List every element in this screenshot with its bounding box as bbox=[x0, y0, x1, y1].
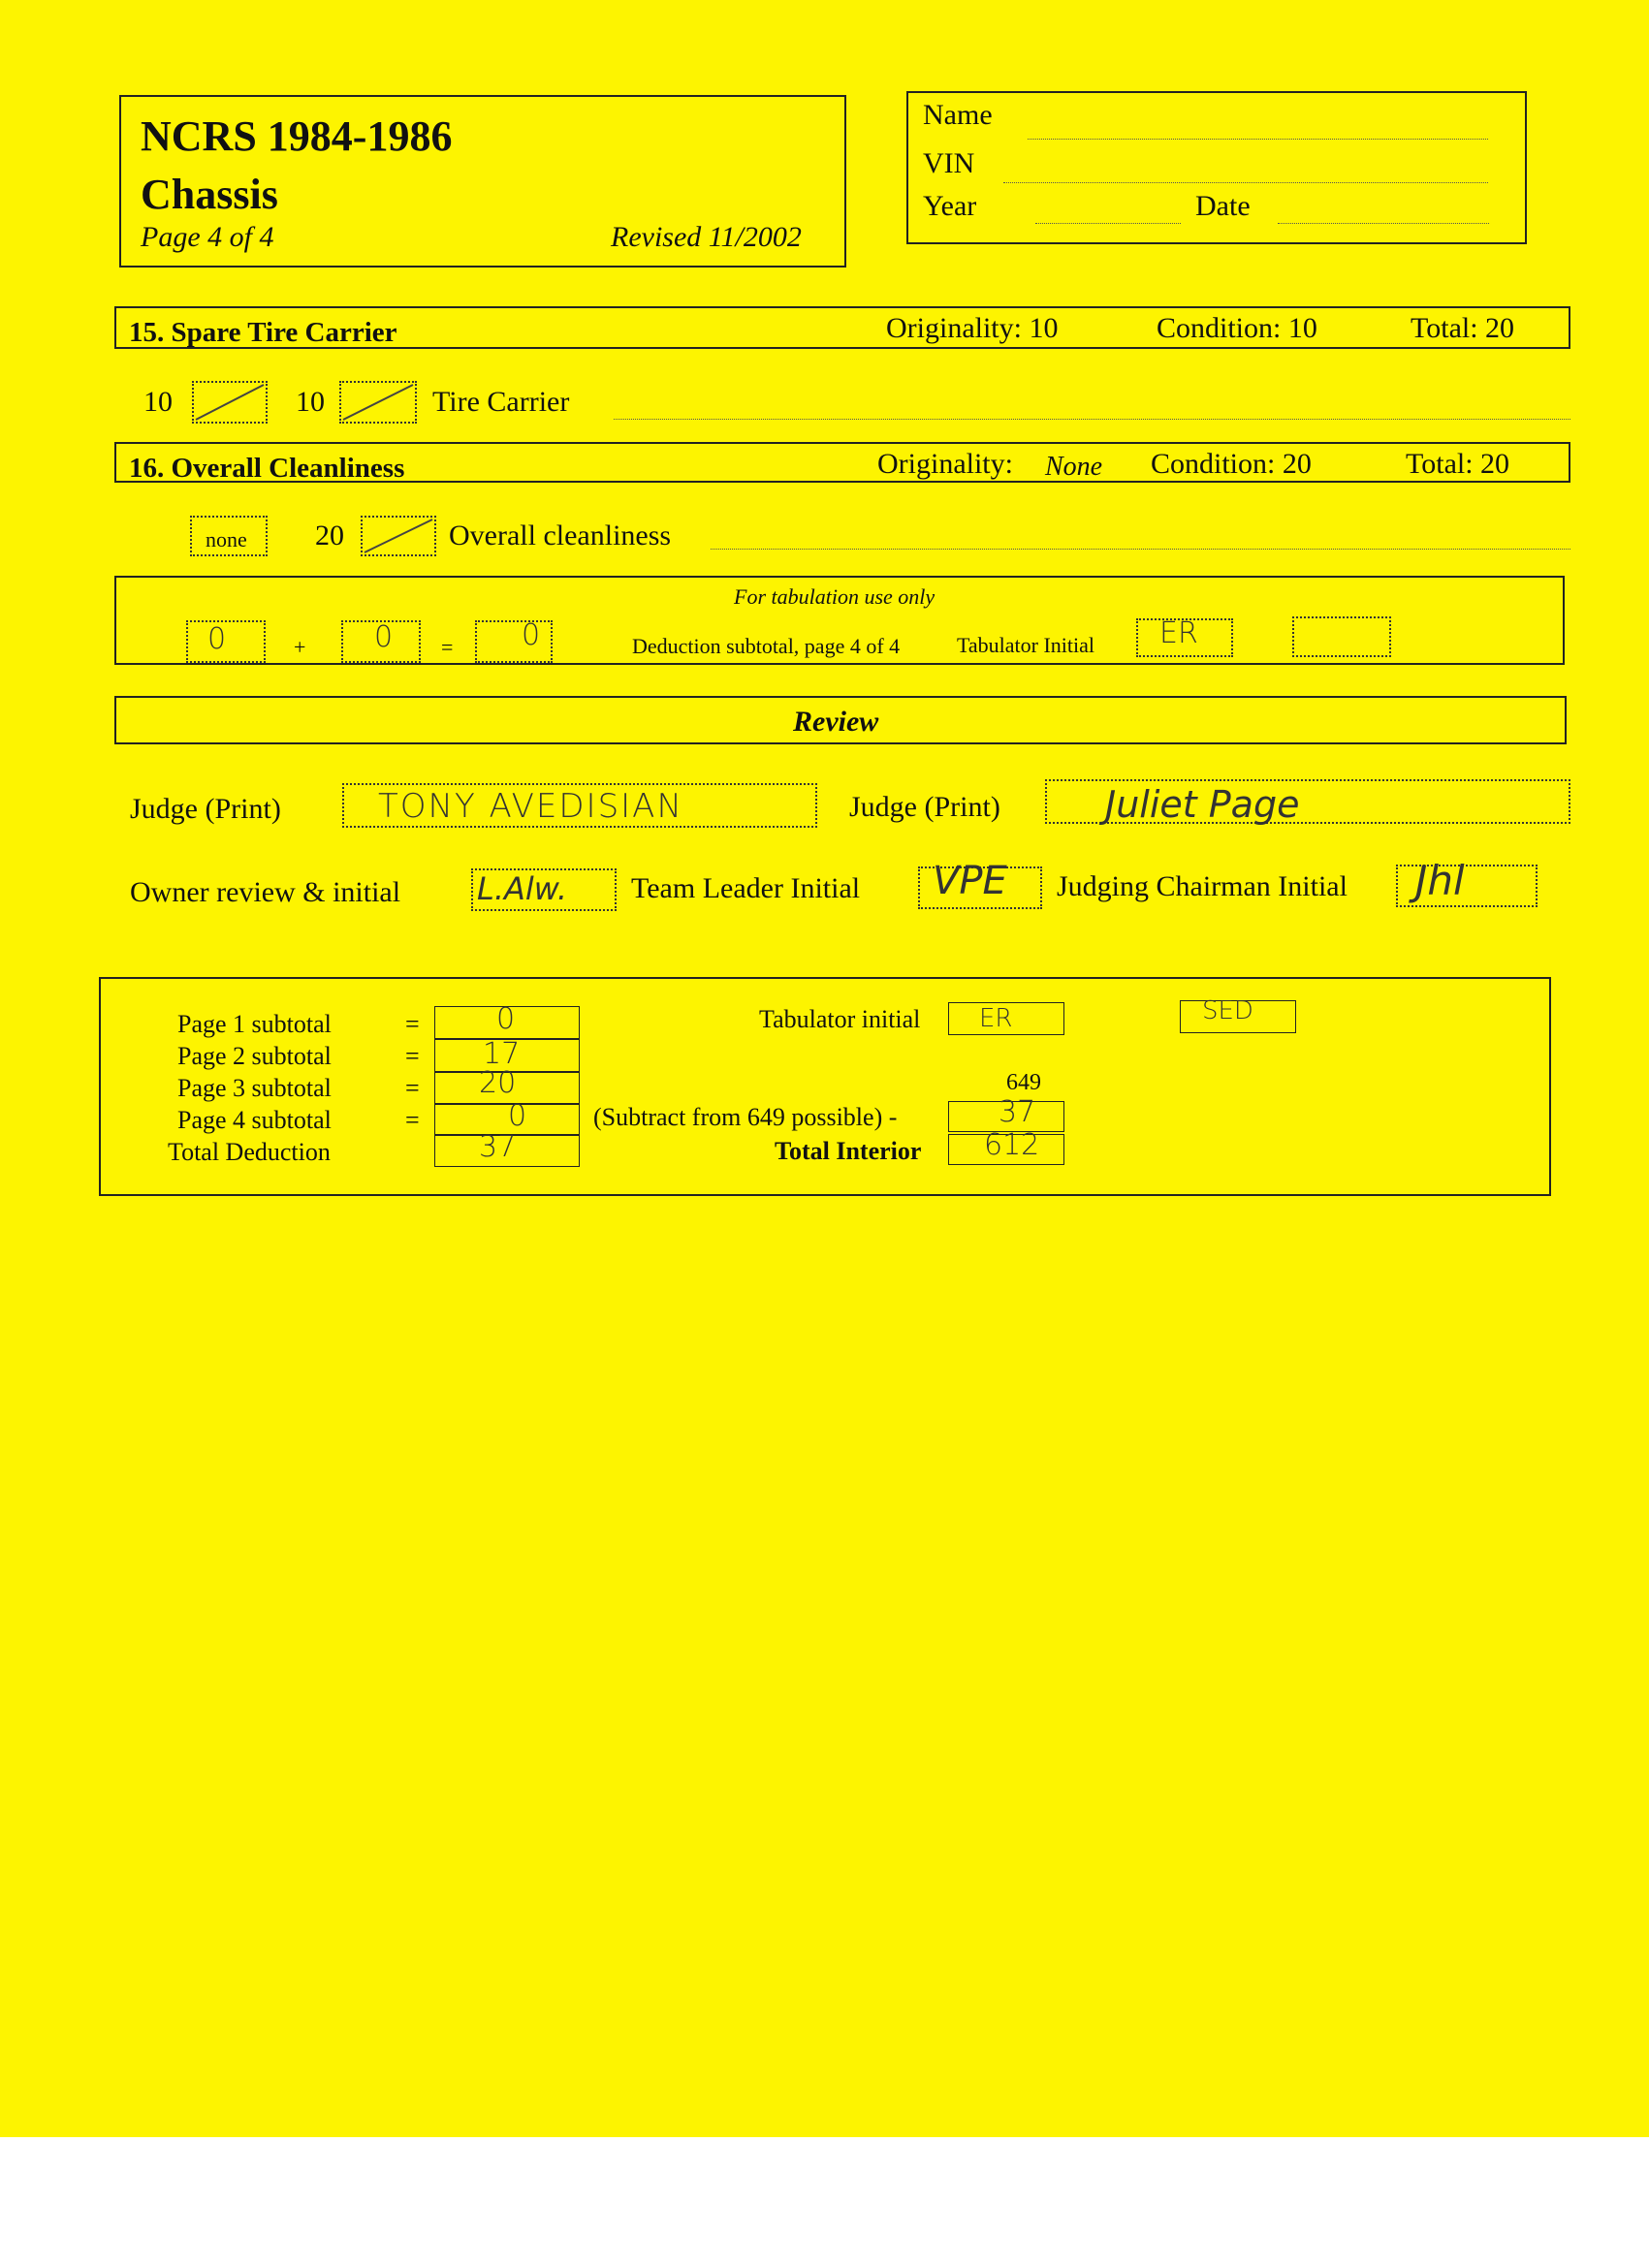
summary-row-label: Page 1 subtotal bbox=[177, 1010, 332, 1038]
total-interior-value: 612 bbox=[984, 1128, 1040, 1162]
tab-originality-value: 0 bbox=[207, 622, 227, 656]
section16-originality-value: None bbox=[1045, 452, 1103, 482]
form-subtitle: Chassis bbox=[141, 171, 278, 218]
tab-condition-value: 0 bbox=[374, 620, 394, 654]
tabulation-caption: For tabulation use only bbox=[734, 584, 935, 609]
summary-tabulator-value-2: SED bbox=[1202, 996, 1253, 1025]
plus-sign: + bbox=[294, 635, 306, 659]
check-slash-icon bbox=[339, 381, 417, 424]
judge2-value: Juliet Page bbox=[1105, 783, 1300, 826]
date-field[interactable] bbox=[1278, 223, 1489, 224]
tire-carrier-label: Tire Carrier bbox=[432, 386, 570, 418]
year-label: Year bbox=[923, 190, 977, 222]
summary-row-eq: = bbox=[405, 1010, 420, 1038]
owner-initial-value: L.Alw. bbox=[477, 870, 568, 907]
chairman-value: Jhl bbox=[1415, 857, 1465, 904]
year-field[interactable] bbox=[1035, 223, 1181, 224]
total-interior-label: Total Interior bbox=[775, 1137, 922, 1165]
form-title: NCRS 1984-1986 bbox=[141, 112, 453, 160]
chairman-label: Judging Chairman Initial bbox=[1057, 870, 1348, 902]
summary-row-eq: = bbox=[405, 1042, 420, 1070]
subtract-label: (Subtract from 649 possible) - bbox=[593, 1103, 898, 1131]
section16-originality-label: Originality: bbox=[877, 448, 1013, 480]
review-title: Review bbox=[793, 706, 879, 738]
page4-subtotal-value: 0 bbox=[508, 1099, 527, 1133]
section16-title: 16. Overall Cleanliness bbox=[129, 453, 405, 484]
cleanliness-cond-points: 20 bbox=[315, 520, 344, 551]
tabulator-initial-box-2[interactable] bbox=[1292, 616, 1391, 657]
summary-row-label: Page 4 subtotal bbox=[177, 1106, 332, 1134]
section15-condition: Condition: 10 bbox=[1157, 312, 1317, 344]
summary-row-eq: = bbox=[405, 1074, 420, 1102]
cleanliness-orig-points: none bbox=[206, 527, 247, 551]
page1-subtotal-value: 0 bbox=[496, 1002, 516, 1036]
name-field[interactable] bbox=[1028, 139, 1488, 140]
tire-carrier-orig-points: 10 bbox=[143, 386, 173, 418]
revised-date: Revised 11/2002 bbox=[611, 221, 802, 253]
tab-subtotal-value: 0 bbox=[522, 618, 541, 652]
summary-tabulator-label: Tabulator initial bbox=[759, 1005, 921, 1033]
possible-points: 649 bbox=[1006, 1070, 1041, 1095]
date-label: Date bbox=[1195, 190, 1251, 222]
summary-row-label: Page 2 subtotal bbox=[177, 1042, 332, 1070]
summary-row-eq: = bbox=[405, 1106, 420, 1134]
section16-total: Total: 20 bbox=[1406, 448, 1510, 480]
section15-title: 15. Spare Tire Carrier bbox=[129, 317, 397, 348]
team-leader-value: VPE bbox=[933, 859, 1007, 903]
subtract-value: 37 bbox=[999, 1095, 1036, 1129]
judge1-label: Judge (Print) bbox=[130, 793, 281, 825]
tabulator-initial-label: Tabulator Initial bbox=[957, 633, 1095, 657]
page-number: Page 4 of 4 bbox=[141, 221, 274, 253]
judge2-label: Judge (Print) bbox=[849, 791, 1000, 823]
tab-subtotal-box[interactable] bbox=[475, 620, 553, 663]
tire-carrier-notes[interactable] bbox=[614, 419, 1570, 420]
tire-carrier-cond-points: 10 bbox=[296, 386, 325, 418]
vin-field[interactable] bbox=[1003, 182, 1488, 183]
owner-review-label: Owner review & initial bbox=[130, 876, 401, 908]
summary-row-label: Total Deduction bbox=[168, 1138, 331, 1166]
total-deduction-value: 37 bbox=[479, 1130, 517, 1164]
name-label: Name bbox=[923, 99, 993, 131]
team-leader-label: Team Leader Initial bbox=[631, 872, 861, 904]
tabulator-initial-value: ER bbox=[1159, 616, 1198, 650]
cleanliness-notes[interactable] bbox=[711, 549, 1570, 550]
summary-row-label: Page 3 subtotal bbox=[177, 1074, 332, 1102]
summary-tabulator-value: ER bbox=[979, 1004, 1013, 1033]
page2-subtotal-value: 17 bbox=[483, 1037, 521, 1071]
section15-total: Total: 20 bbox=[1411, 312, 1515, 344]
section16-condition: Condition: 20 bbox=[1151, 448, 1312, 480]
check-slash-icon bbox=[192, 381, 268, 424]
deduction-subtotal-label: Deduction subtotal, page 4 of 4 bbox=[632, 634, 901, 658]
equals-sign: = bbox=[441, 635, 454, 659]
cleanliness-label: Overall cleanliness bbox=[449, 520, 672, 551]
page3-subtotal-value: 20 bbox=[479, 1066, 517, 1100]
vin-label: VIN bbox=[923, 147, 975, 179]
check-slash-icon bbox=[361, 516, 436, 556]
judge1-value: TONY AVEDISIAN bbox=[378, 787, 683, 826]
section15-originality: Originality: 10 bbox=[886, 312, 1059, 344]
